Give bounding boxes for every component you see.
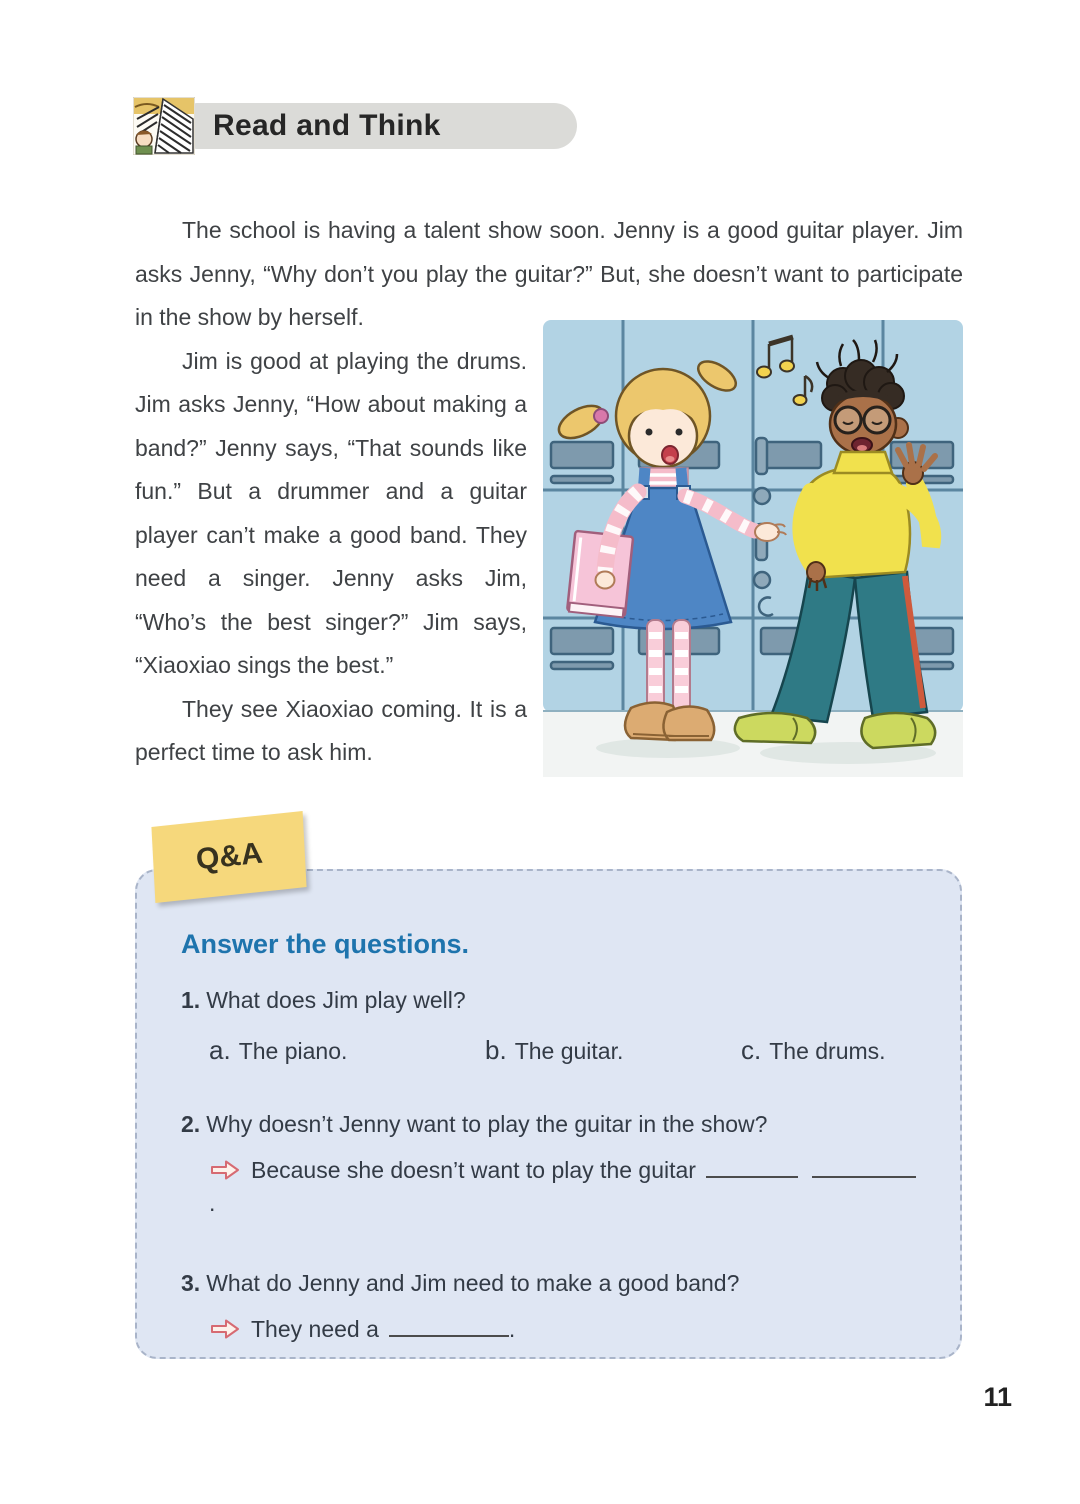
qa-tag: Q&A	[194, 836, 264, 876]
qa-panel	[135, 836, 962, 1359]
answer-arrow-icon	[209, 1317, 241, 1341]
question-1-number: 1.	[181, 986, 201, 1013]
question-1-options	[209, 1032, 920, 1068]
question-3-text: What do Jenny and Jim need to make a good band?	[206, 1269, 740, 1296]
question-3-number: 3.	[181, 1269, 201, 1296]
question-1-text: What does Jim play well?	[206, 986, 466, 1013]
qa-sticky-note	[151, 811, 306, 903]
reading-book-icon	[133, 97, 195, 155]
answer-2-period: .	[209, 1189, 216, 1216]
option-c-letter: c.	[741, 1034, 762, 1065]
option-c	[741, 1032, 886, 1068]
page-number: 11	[983, 1382, 1012, 1412]
answer-3-period: .	[508, 1316, 516, 1343]
question-3-answer	[209, 1313, 920, 1345]
reading-passage	[135, 209, 963, 775]
question-1	[181, 984, 920, 1069]
answer-blank	[706, 1154, 798, 1178]
answer-2-prefix: Because she doesn’t want to play the guitar	[251, 1157, 696, 1184]
answer-blank	[389, 1313, 509, 1337]
option-c-text: The drums.	[769, 1037, 886, 1064]
illustration-jenny-jim	[543, 320, 963, 777]
option-b-text: The guitar.	[514, 1037, 624, 1064]
answer-3-prefix: They need a	[251, 1316, 379, 1343]
paragraph-1: The school is having a talent show soon. Jenny is a good guitar player. Jim asks Jenny, “Why don’t you play the guitar?” But, she doesn’t want to participate in the show by herself.	[135, 217, 963, 330]
answer-blank	[812, 1154, 916, 1178]
answer-arrow-icon	[209, 1158, 241, 1182]
option-b-letter: b.	[485, 1034, 507, 1065]
qa-heading: Answer the questions.	[181, 928, 470, 959]
section-header	[133, 97, 963, 155]
question-2	[181, 1108, 920, 1219]
paragraph-2: Jim is good at playing the drums. Jim asks Jenny, “How about making a band?” Jenny says, “That sounds like fun.” But a drummer and a guitar player can’t make a good band. They need a singer. Jenny asks Jim, “Who’s the best singer?” Jim says, “Xiaoxiao sings the best.”	[135, 347, 527, 678]
question-3	[181, 1267, 920, 1346]
header-banner	[193, 103, 577, 149]
question-2-text: Why doesn’t Jenny want to play the guitar in the show?	[206, 1111, 768, 1138]
paragraph-3: They see Xiaoxiao coming. It is a perfect time to ask him.	[135, 695, 527, 765]
question-2-number: 2.	[181, 1111, 201, 1138]
option-a	[209, 1032, 485, 1068]
page-title: Read and Think	[213, 109, 441, 142]
option-a-text: The piano.	[238, 1037, 348, 1064]
option-a-letter: a.	[209, 1034, 231, 1065]
question-2-answer	[209, 1154, 920, 1219]
option-b	[485, 1032, 741, 1068]
